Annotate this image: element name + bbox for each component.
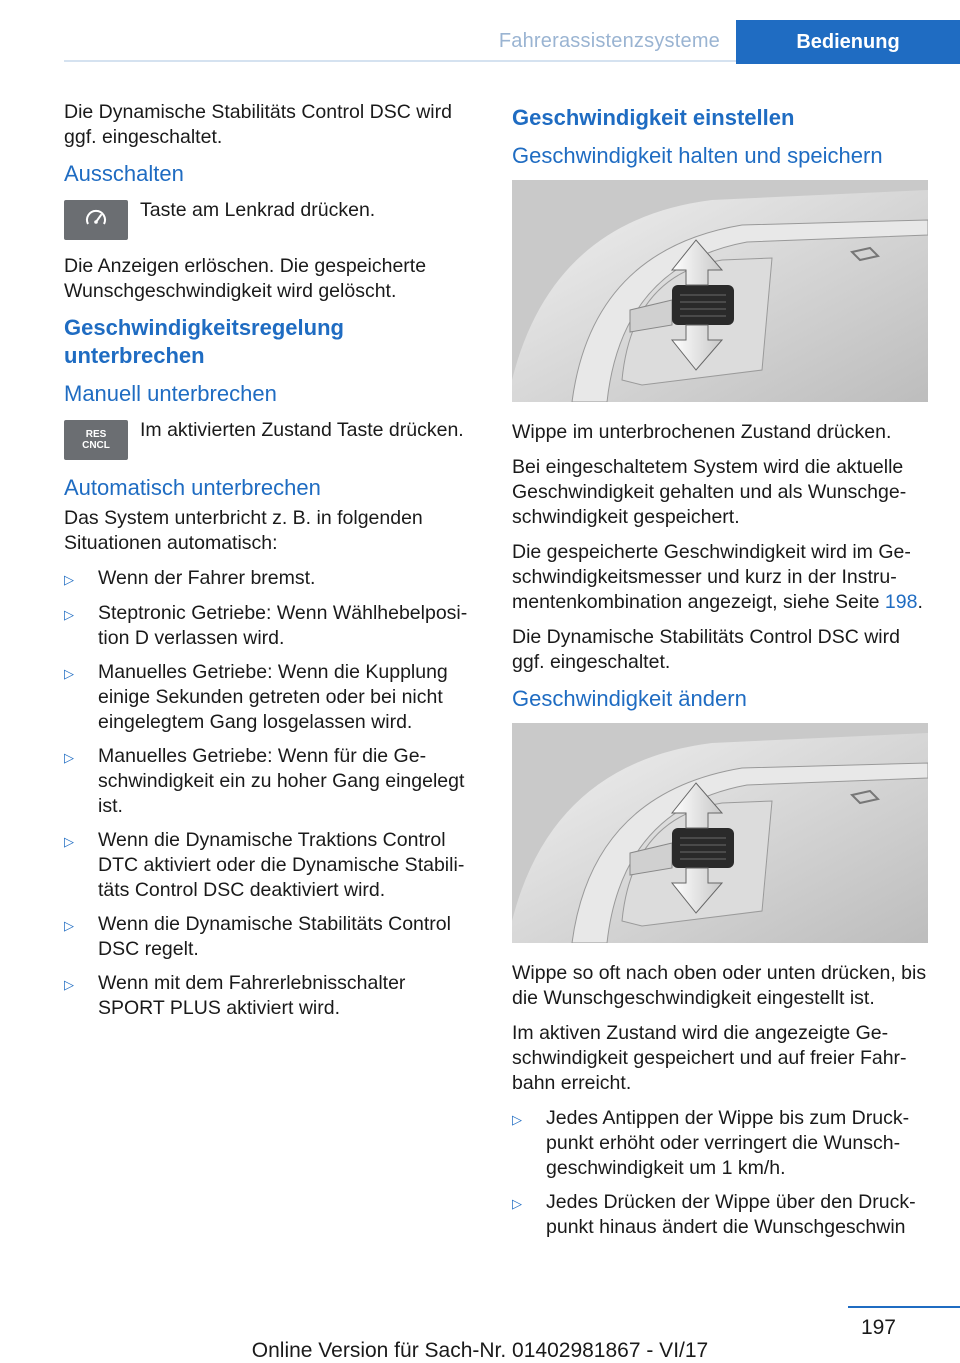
heading-regelung-unterbrechen: Geschwindigkeitsregelung unterbrechen — [64, 315, 344, 368]
page-link[interactable]: 198 — [884, 591, 918, 613]
ausschalten-row — [64, 198, 468, 240]
list-item: ▷ Jedes Drücken der Wippe über den Druckpunkt hinaus ändert die Wunschgeschwin — [512, 1191, 916, 1238]
heading-aendern: Geschwindigkeit ändern — [512, 686, 747, 711]
res-cncl-button-icon — [64, 420, 128, 460]
page-number-rule — [848, 1306, 960, 1308]
wippe-paragraph: Wippe im unterbrochenen Zustand drücken. — [512, 421, 892, 443]
list-item: ▷ Wenn mit dem Fahrerlebnisschalter SPORT PLUS aktiviert wird. — [64, 972, 406, 1019]
auto-paragraph: Das System unterbricht z. B. in folgenden Situationen automatisch: — [64, 507, 423, 554]
triangle-bullet-icon: ▷ — [64, 977, 74, 992]
aendern-list — [512, 1106, 928, 1240]
wippe-oft-paragraph: Wippe so oft nach oben oder unten drücken, bis die Wunschgeschwindigkeit eingestellt ist. — [512, 962, 927, 1009]
triangle-bullet-icon: ▷ — [64, 918, 74, 933]
manuell-text: Im aktivierten Zustand Taste drücken. — [140, 419, 464, 441]
heading-manuell: Manuell unterbrechen — [64, 381, 277, 406]
triangle-bullet-icon: ▷ — [64, 572, 74, 587]
manuell-row — [64, 418, 468, 460]
steering-wheel-rocker-image-2 — [512, 723, 928, 943]
dsc-paragraph-right: Die Dynamische Stabilitäts Control DSC wird ggf. eingeschaltet. — [512, 626, 900, 673]
footer-online-version: Online Version für Sach-Nr. 01402981867 - VI/17 — [251, 1339, 709, 1362]
header-tab: Bedienung — [736, 20, 960, 64]
triangle-bullet-icon: ▷ — [64, 750, 74, 765]
triangle-bullet-icon: ▷ — [64, 834, 74, 849]
heading-automatisch: Automatisch unterbrechen — [64, 475, 321, 500]
system-paragraph: Bei eingeschaltetem System wird die aktuelle Geschwindigkeit gehalten und als Wunschgeschwindigkeit gespeichert. — [512, 456, 907, 528]
list-item: ▷ Wenn die Dynamische Stabilitäts Control DSC regelt. — [64, 913, 451, 960]
header-section-title: Fahrerassistenzsysteme — [498, 30, 720, 52]
list-item: ▷ Steptronic Getriebe: Wenn Wählhebelposition D verlassen wird. — [64, 602, 468, 649]
heading-einstellen: Geschwindigkeit einstellen — [512, 105, 795, 130]
list-item: ▷ Wenn die Dynamische Traktions Control DTC aktiviert oder die Dynamische Stabilitäts Control DSC deaktiviert wird. — [64, 829, 465, 901]
right-column — [512, 100, 928, 1249]
res-label: RES — [85, 429, 107, 440]
cncl-label: CNCL — [82, 440, 110, 451]
list-item: ▷ Wenn der Fahrer bremst. — [64, 566, 468, 592]
triangle-bullet-icon: ▷ — [64, 607, 74, 622]
gespeichert-paragraph: Die gespeicherte Geschwindigkeit wird im Geschwindigkeitsmesser und kurz in der Instrumentenkombination angezeigt, siehe Seite 198. — [512, 541, 923, 613]
aktiv-paragraph: Im aktiven Zustand wird die angezeigte Geschwindigkeit gespeichert und auf freier Fahrbahn erreicht. — [512, 1022, 907, 1094]
dsc-paragraph: Die Dynamische Stabilitäts Control DSC wird ggf. eingeschaltet. — [64, 101, 452, 148]
list-item: ▷ Manuelles Getriebe: Wenn für die Geschwindigkeit ein zu hoher Gang eingelegt ist. — [64, 745, 465, 817]
anzeigen-paragraph: Die Anzeigen erlöschen. Die gespeicherte Wunschgeschwindigkeit wird gelöscht. — [64, 255, 427, 302]
heading-halten: Geschwindigkeit halten und speichern — [512, 143, 883, 168]
list-item: ▷ Jedes Antippen der Wippe bis zum Druckpunkt erhöht oder verringert die Wunschgeschwindigkeit um 1 km/h. — [512, 1107, 910, 1179]
auto-list — [64, 566, 468, 1021]
triangle-bullet-icon: ▷ — [64, 666, 74, 681]
left-column — [64, 100, 468, 1030]
steering-wheel-rocker-image — [512, 180, 928, 402]
page-number: 197 — [860, 1316, 896, 1339]
ausschalten-text: Taste am Lenkrad drücken. — [140, 199, 376, 221]
triangle-bullet-icon: ▷ — [512, 1112, 522, 1127]
triangle-bullet-icon: ▷ — [512, 1196, 522, 1211]
heading-ausschalten: Ausschalten — [64, 161, 184, 186]
cruise-off-button-icon — [64, 200, 128, 240]
list-item: ▷ Manuelles Getriebe: Wenn die Kupplung einige Sekunden getreten oder bei nicht eingelegtem Gang losgelassen wird. — [64, 661, 448, 733]
